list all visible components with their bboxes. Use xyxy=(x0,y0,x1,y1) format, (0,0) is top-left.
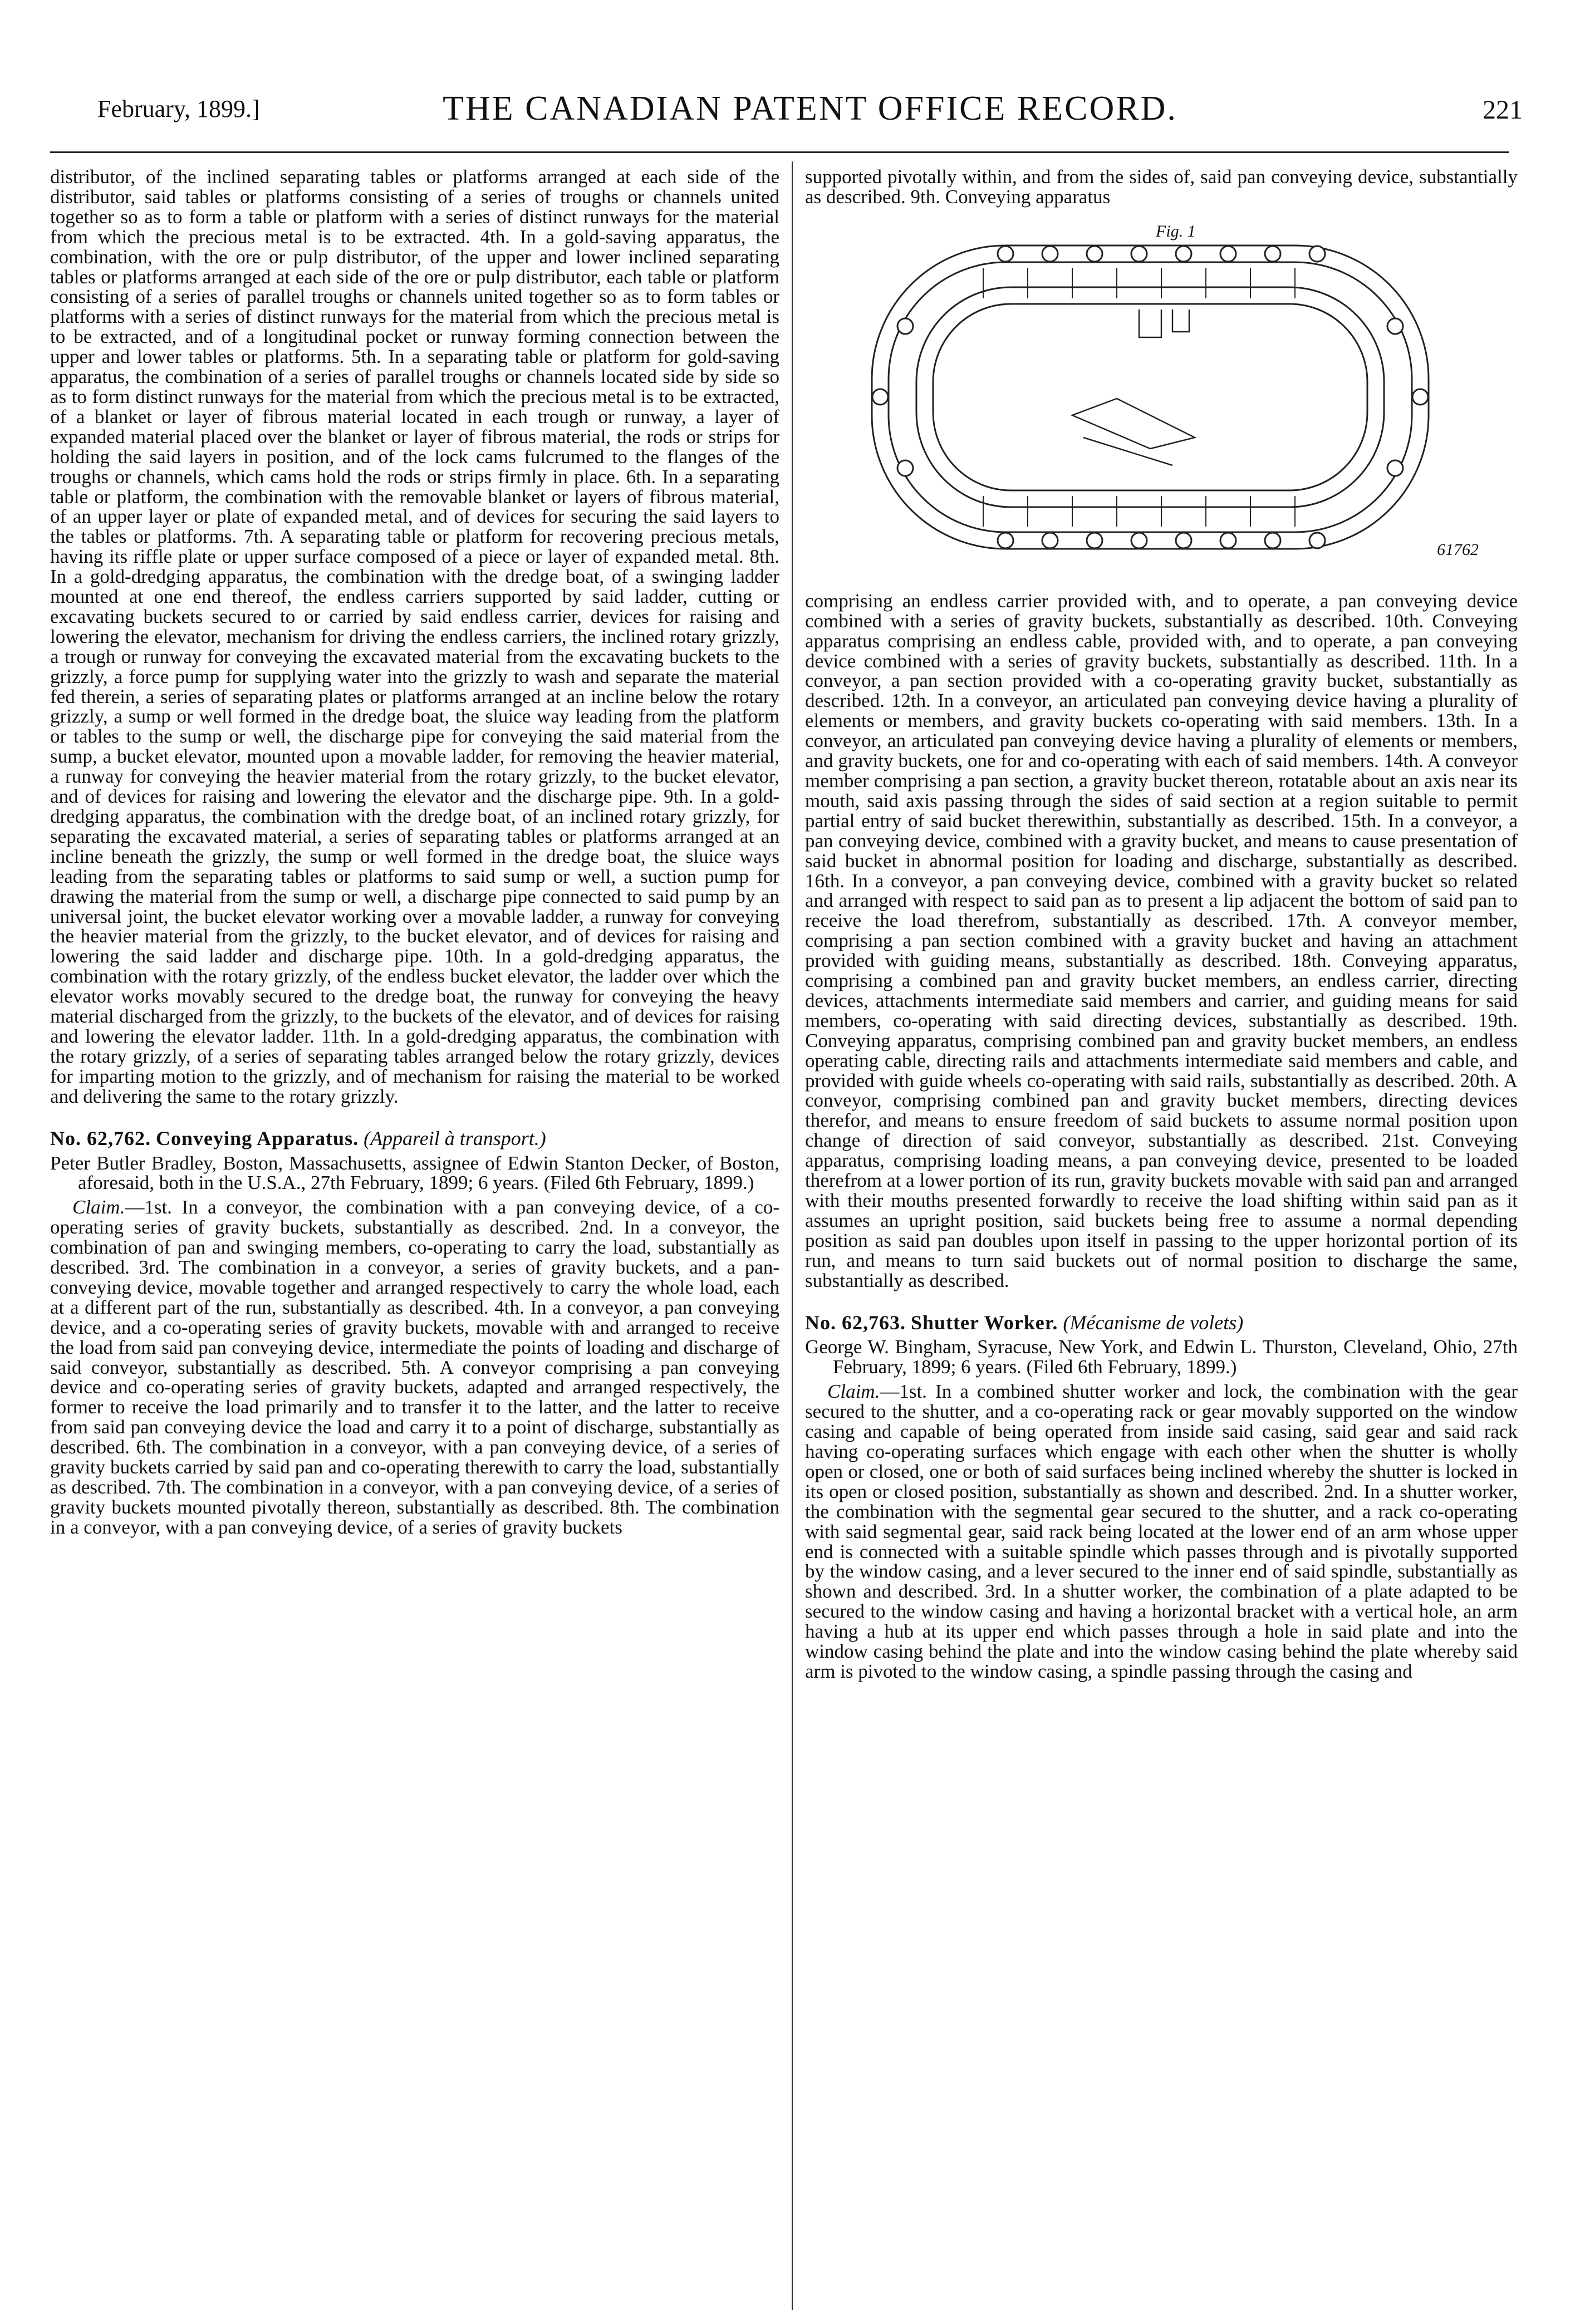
inner-track xyxy=(916,287,1384,507)
header-date: February, 1899.] xyxy=(97,95,260,122)
bucket-links xyxy=(983,268,1295,527)
patent-french-title: (Appareil à transport.) xyxy=(364,1127,546,1149)
claims-continuation: distributor, of the inclined separating tables or platforms arranged at each side of the distributor, said tables or platforms consisting of a series of troughs or channels united together so as to form a table or platform with a series of distinct runways for the material from which the precious metal is to be extracted. 4th. In a gold-saving apparatus, the combination, with the ore or pulp distributor, of the upper and lower inclined separating tables or platforms arranged at each side of the ore or pulp distributor, each table or platform consisting of a series of parallel troughs or channels united together so as to form tables or platforms with a series of distinct runways for the material from which the precious metal is to be extracted, and of a longitudinal pocket or runway forming connection between the upper and lower tables or platforms. 5th. In a separating table or platform for gold-saving apparatus, the combination of a series of parallel troughs or channels located side by side so as to form distinct runways for the material from which the precious metal is to be extracted, of a blanket or layer of fibrous material located in each trough or runway, a layer of expanded material placed over the blanket or layer of fibrous material, the rods or strips for holding the said layers in position, and of the lock cams fulcrumed to the flanges of the troughs or channels, which cams hold the rods or strips firmly in place. 6th. In a separating table or platform, the combination with the removable blanket or layers of fibrous material, of an upper layer or plate of expanded metal, and of devices for securing the said layers to the tables or platforms. 7th. A separating table or platform for recovering precious metals, having its riffle plate or upper surface composed of a piece or layer of expanded metal. 8th. In a gold-dredging apparatus, the combination with the dredge boat, of a swinging ladder mounted at one end thereof, the endless carriers supported by said ladder, cutting or excavating buckets secured to or carried by said endless carrier, devices for raising and lowering the elevator, mechanism for driving the endless carriers, the inclined rotary grizzly, a trough or runway for conveying the excavated material from the excavating buckets to the grizzly, a force pump for supplying water into the grizzly to wash and separate the material fed therein, a series of separating plates or platforms arranged at an incline below the rotary grizzly, a sump or well formed in the dredge boat, the sluice way leading from the platform or tables to the sump or well, the discharge pipe for conveying the said material from the sump, a bucket elevator, mounted upon a movable ladder, for removing the heavier material, a runway for conveying the heavier material from the rotary grizzly, to the bucket elevator, and of devices for raising and lowering the elevator and the discharge pipe. 9th. In a gold-dredging apparatus, the combination with the dredge boat, of an inclined rotary grizzly, for separating the excavated material, a series of separating tables or platforms arranged at an incline beneath the grizzly, the sump or well formed in the dredge boat, the sluice ways leading from the separating tables or platforms to said sump or well, a suction pump for drawing the material from the sump or well, a discharge pipe connected to said pump by an universal joint, the bucket elevator working over a movable ladder, a runway for conveying the heavier material from the grizzly, to the bucket elevator, and of devices for raising and lowering the said ladder and discharge pipe. 10th. In a gold-dredging apparatus, the combination with the rotary grizzly, of the endless bucket elevator, the ladder over which the elevator works movably secured to the dredge boat, the runway for conveying the heavy material discharged from the grizzly, to the buckets of the elevator, and of devices for raising and lowering the elevator ladder. 11th. In a gold-dredging apparatus, the combination with the rotary grizzly, of a series of separating tables arranged below the rotary grizzly, devices for imparting motion to the grizzly, and of mechanism for raising the material to be worked and delivering the same to the rotary grizzly. xyxy=(50,166,779,1107)
patent-claims xyxy=(805,1382,1518,1682)
patent-applicant: George W. Bingham, Syracuse, New York, and Edwin L. Thurston, Cleveland, Ohio, 27th February, 1899; 6 years. (Filed 6th February, 1899.) xyxy=(805,1336,1518,1378)
guide-wheels xyxy=(872,246,1428,548)
claims-continuation: comprising an endless carrier provided with, and to operate, a pan conveying device combined with a series of gravity buckets, substantially as described. 10th. Conveying apparatus comprising an endless cable, provided with, and to operate, a pan conveying device combined with a series of gravity buckets, substantially as described. 11th. In a conveyor, a pan section provided with a co-operating gravity bucket, substantially as described. 12th. In a conveyor, an articulated pan conveying device having a plurality of elements or members, and gravity buckets co-operating with said members. 13th. In a conveyor, an articulated pan conveying device having a plurality of elements or members, and gravity buckets, one for and co-operating with each of said members. 14th. A conveyor member comprising a pan section, a gravity bucket thereon, rotatable about an axis near its mouth, said axis passing through the sides of said section at a region suitable to permit partial entry of said bucket therewithin, substantially as described. 15th. In a conveyor, a pan conveying device, combined with a gravity bucket, and means to cause presentation of said bucket in abnormal position for loading and discharge, substantially as described. 16th. In a conveyor, a pan conveying device, combined with a gravity bucket so related and arranged with respect to said pan as to present a lip adjacent the bottom of said pan to receive the load therefrom, substantially as described. 17th. A conveyor member, comprising a pan section combined with a gravity bucket and having an attachment provided with guiding means, substantially as described. 18th. Conveying apparatus, comprising a combined pan and gravity bucket members, an endless carrier, directing devices, attachments intermediate said members and carrier, and guiding means for said members, co-operating with said directing devices, substantially as described. 19th. Conveying apparatus, comprising combined pan and gravity bucket members, an endless operating cable, directing rails and attachments intermediate said members and cable, and provided with guide wheels co-operating with said rails, substantially as described. 20th. A conveyor, comprising combined pan and gravity bucket members, directing devices therefor, and means to ensure freedom of said buckets to assume normal position upon change of direction of said conveyor, substantially as described. 21st. Conveying apparatus, comprising loading means, a pan conveying device, presented to be loaded therefrom at a lower portion of its run, gravity buckets movable with said pan and arranged with their mouths presented forwardly to receive the load shifting within said pan as it assumes an upright position, said buckets being free to assume a normal depending position as said pan doubles upon itself in passing to the upper horizontal portion of its run, and means to turn said buckets out of normal position to discharge the same, substantially as described. xyxy=(805,589,1518,1291)
patent-number: No. 62,762. xyxy=(50,1127,151,1149)
patent-applicant: Peter Butler Bradley, Boston, Massachusetts, assignee of Edwin Stanton Decker, of Boston, aforesaid, both in the U.S.A., 27th February, 1899; 6 years. (Filed 6th February, 1899.) xyxy=(50,1152,779,1194)
patent-french-title: (Mécanisme de volets) xyxy=(1063,1311,1244,1334)
outer-track-inner xyxy=(889,262,1412,532)
gravity-buckets xyxy=(1072,309,1195,465)
patent-heading-62762 xyxy=(50,1129,779,1149)
figure-number: 61762 xyxy=(1437,540,1479,559)
patent-title: Shutter Worker. xyxy=(911,1311,1058,1334)
patent-heading-62763 xyxy=(805,1313,1518,1333)
claim-label: Claim. xyxy=(72,1196,125,1218)
conveyor-figure xyxy=(838,215,1484,571)
conveyor-drawing xyxy=(838,215,1484,571)
figure-label: Fig. 1 xyxy=(1156,222,1196,240)
claims-top-text: supported pivotally within, and from the sides of, said pan conveying device, substantially as described. 9th. Conveying apparatus xyxy=(805,166,1518,208)
inner-track-inner xyxy=(933,304,1367,490)
column-divider xyxy=(792,161,793,2310)
header-rule xyxy=(50,151,1509,153)
claims-text: —1st. In a conveyor, the combination with a pan conveying device, of a co-operating series of gravity buckets, substantially as described. 2nd. In a conveyor, the combination of pan and swinging members, co-operating to carry the load, substantially as described. 3rd. The combination in a conveyor, a series of gravity buckets, and a pan-conveying device, movable together and arranged respectively to carry the whole load, each at a different part of the run, substantially as described. 4th. In a conveyor, a pan conveying device, and a co-operating series of gravity buckets, movable with and arranged to receive the load from said pan conveying device, intermediate the points of loading and discharge of said conveyor, substantially as described. 5th. A conveyor comprising a pan conveying device and co-operating series of gravity buckets, adapted and arranged respectively, the former to receive the load primarily and to transfer it to the latter, and the latter to receive from said pan conveying device the load and carry it to a point of discharge, substantially as described. 6th. The combination in a conveyor, with a pan conveying device, of a series of gravity buckets carried by said pan and co-operating therewith to carry the load, substantially as described. 7th. The combination in a conveyor, with a pan conveying device, of a series of gravity buckets mounted pivotally thereon, substantially as described. 8th. The combination in a conveyor, with a pan conveying device, of a series of gravity buckets xyxy=(50,1196,779,1538)
right-column xyxy=(805,167,1518,1682)
claims-text: —1st. In a combined shutter worker and lock, the combination with the gear secured to the shutter, and a co-operating rack or gear movably supported on the window casing and capable of being operated from inside said casing, said gear and said rack having co-operating surfaces which engage with each other when the shutter is wholly open or closed, one or both of said surfaces being inclined whereby the shutter is locked in its open or closed position, substantially as shown and described. 2nd. In a shutter worker, the combination with the segmental gear secured to the shutter, and a rack co-operating with said segmental gear, said rack being located at the lower end of an arm whose upper end is connected with a suitable spindle which passes through and is pivotally supported by the window casing, and a lever secured to the inner end of said spindle, substantially as shown and described. 3rd. In a shutter worker, the combination of a plate adapted to be secured to the window casing and having a horizontal bracket with a vertical hole, an arm having a hub at its upper end which passes through a hole in said plate and into the window casing behind the plate and into the window casing behind the plate whereby said arm is pivoted to the window casing, a spindle passing through the casing and xyxy=(805,1380,1518,1682)
outer-track xyxy=(872,245,1429,549)
claim-label: Claim. xyxy=(827,1380,880,1403)
patent-number: No. 62,763. xyxy=(805,1311,906,1334)
page-header xyxy=(97,89,1523,139)
journal-title: THE CANADIAN PATENT OFFICE RECORD. xyxy=(443,90,1177,127)
patent-claims xyxy=(50,1197,779,1537)
page-number: 221 xyxy=(1483,95,1523,125)
left-column xyxy=(50,167,779,1537)
patent-title: Conveying Apparatus. xyxy=(156,1127,359,1149)
